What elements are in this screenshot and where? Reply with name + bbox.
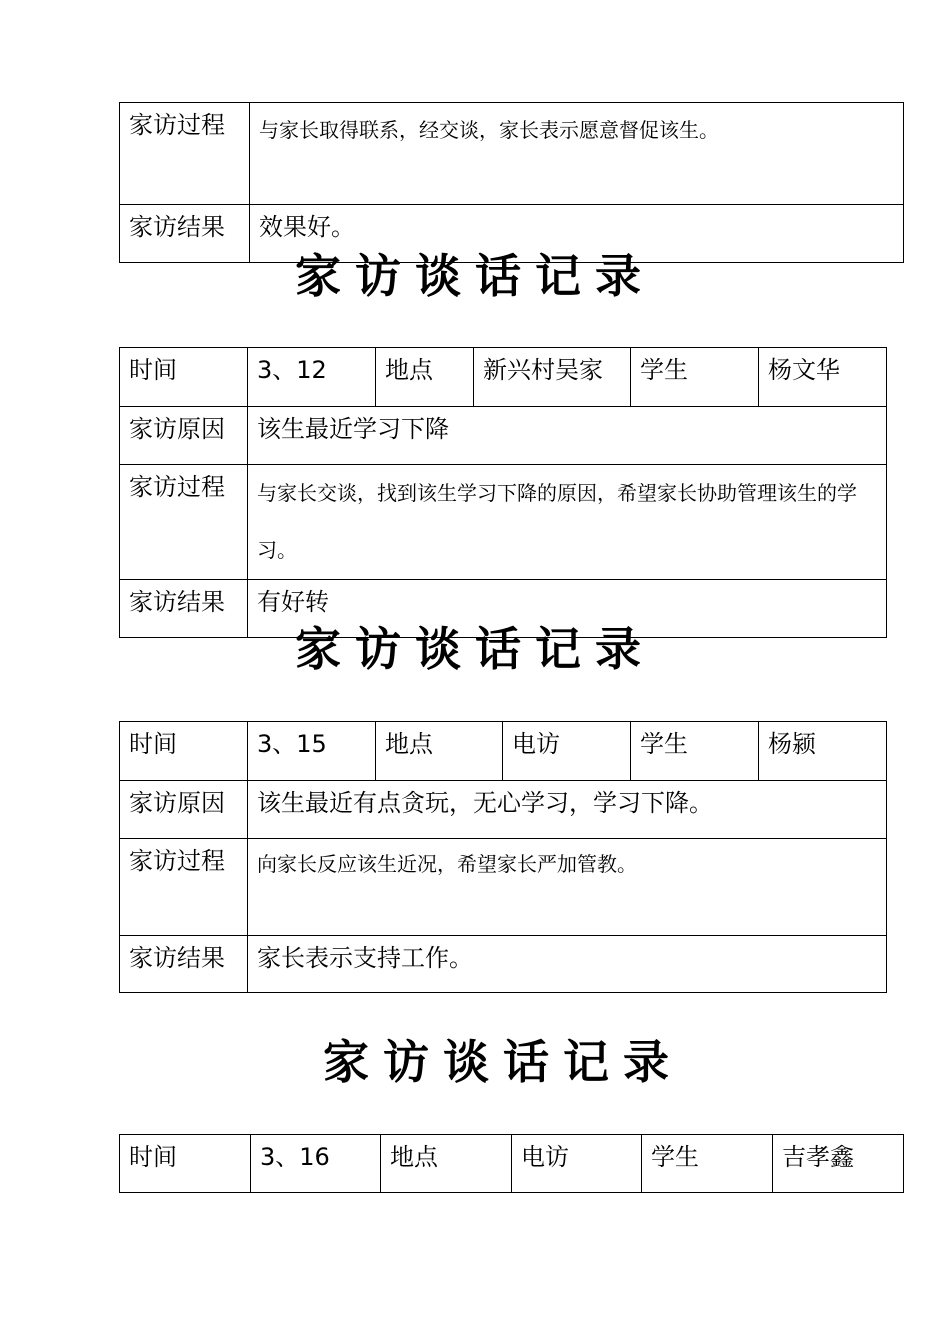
- place-value: 新兴村吴家: [474, 348, 631, 407]
- record-table-1: [119, 347, 887, 638]
- student-label: 学生: [631, 348, 759, 407]
- process-value: 向家长反应该生近况，希望家长严加管教。: [248, 839, 887, 936]
- reason-value: 该生最近有点贪玩，无心学习，学习下降。: [248, 781, 887, 839]
- result-label: 家访结果: [120, 936, 248, 993]
- place-label: 地点: [381, 1135, 512, 1193]
- time-label: 时间: [120, 1135, 251, 1193]
- reason-label: 家访原因: [120, 781, 248, 839]
- time-label: 时间: [120, 722, 248, 781]
- time-label: 时间: [120, 348, 248, 407]
- time-value: 3、12: [248, 348, 376, 407]
- reason-label: 家访原因: [120, 407, 248, 465]
- student-value: 吉孝鑫: [773, 1135, 904, 1193]
- process-label: 家访过程: [120, 103, 250, 205]
- place-label: 地点: [376, 722, 503, 781]
- place-value: 电访: [503, 722, 631, 781]
- record-table-0: [119, 102, 904, 263]
- place-value: 电访: [512, 1135, 642, 1193]
- student-label: 学生: [631, 722, 759, 781]
- result-value: 有好转: [248, 580, 887, 638]
- result-label: 家访结果: [120, 580, 248, 638]
- time-value: 3、16: [251, 1135, 381, 1193]
- time-value: 3、15: [248, 722, 376, 781]
- reason-value: 该生最近学习下降: [248, 407, 887, 465]
- record-table-3: [119, 1134, 904, 1193]
- record-title: 家访谈话记录: [295, 622, 655, 676]
- student-label: 学生: [642, 1135, 773, 1193]
- process-label: 家访过程: [120, 465, 248, 580]
- process-label: 家访过程: [120, 839, 248, 936]
- result-label: 家访结果: [120, 205, 250, 263]
- student-value: 杨文华: [759, 348, 887, 407]
- record-title: 家访谈话记录: [295, 249, 655, 303]
- process-value: 与家长取得联系，经交谈，家长表示愿意督促该生。: [250, 103, 904, 205]
- record-title: 家访谈话记录: [323, 1035, 683, 1089]
- record-table-2: [119, 721, 887, 993]
- result-value: 家长表示支持工作。: [248, 936, 887, 993]
- place-label: 地点: [376, 348, 474, 407]
- student-value: 杨颍: [759, 722, 887, 781]
- result-value: 效果好。: [250, 205, 904, 263]
- process-value: 与家长交谈，找到该生学习下降的原因，希望家长协助管理该生的学习。: [248, 465, 887, 580]
